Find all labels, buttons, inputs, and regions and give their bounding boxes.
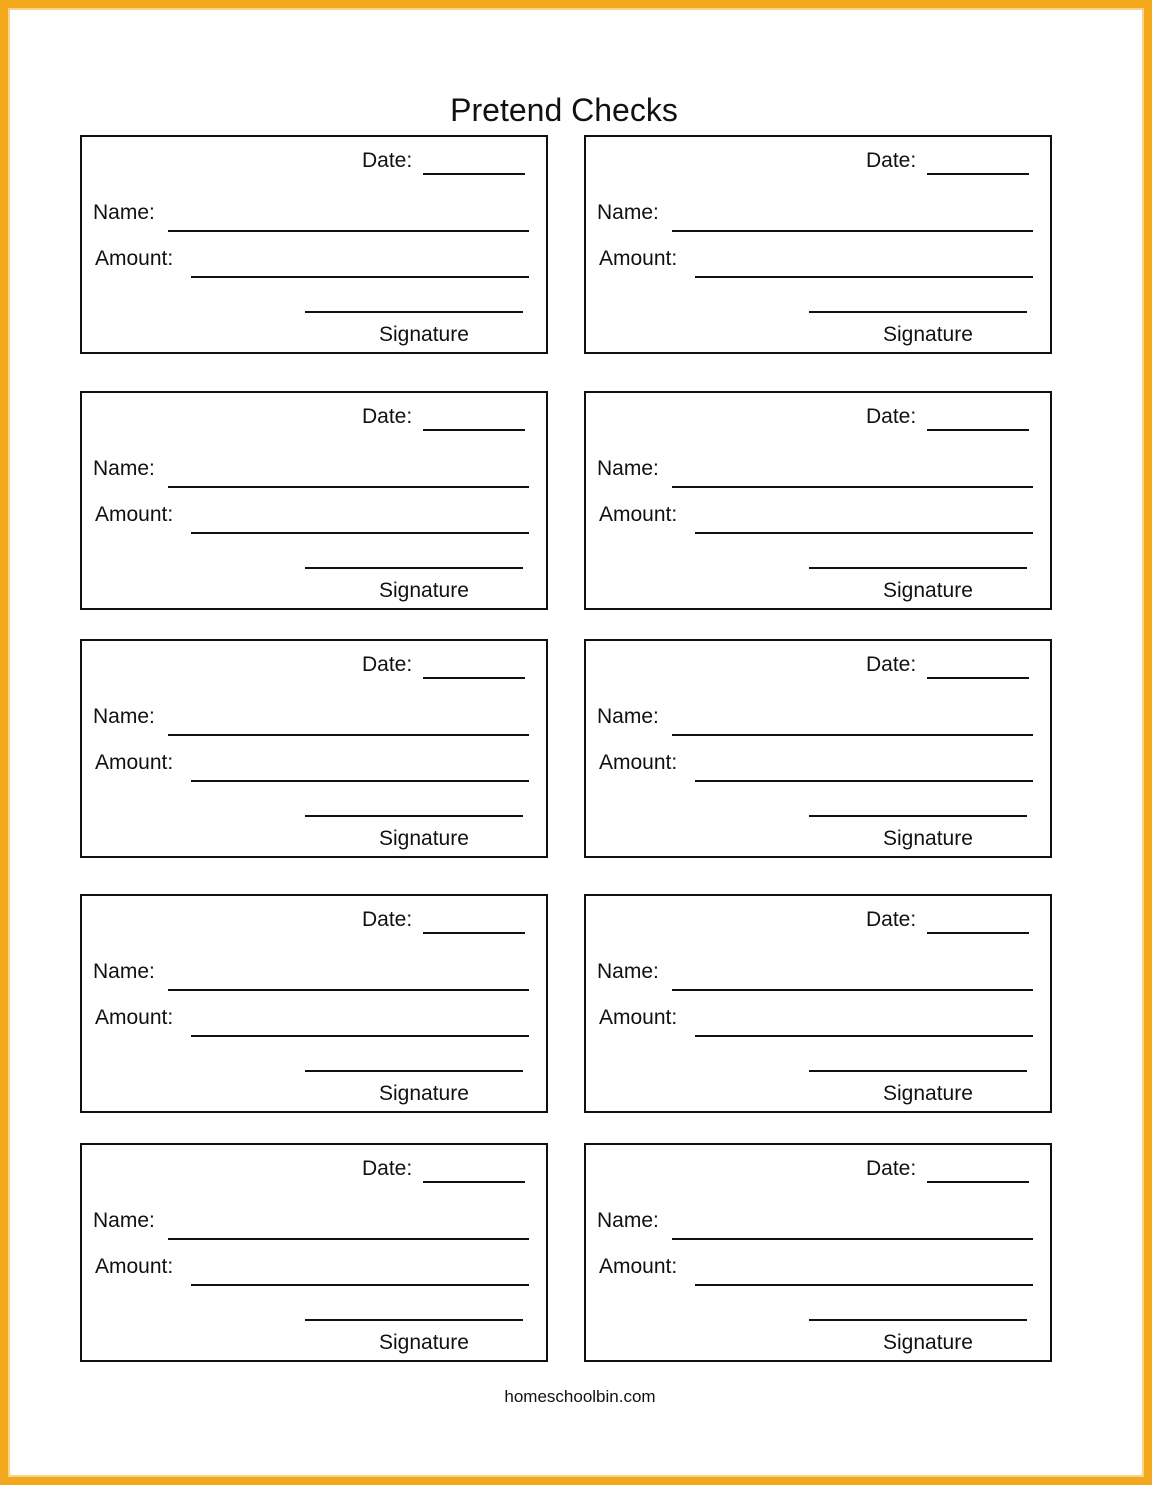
signature-label: Signature xyxy=(883,579,973,602)
signature-line[interactable] xyxy=(809,311,1027,313)
signature-line[interactable] xyxy=(305,311,523,313)
check-card-3 xyxy=(80,391,548,610)
name-label: Name: xyxy=(597,1209,659,1232)
name-line[interactable] xyxy=(168,1238,529,1240)
amount-line[interactable] xyxy=(191,780,529,782)
amount-line[interactable] xyxy=(695,276,1033,278)
amount-label: Amount: xyxy=(95,247,174,270)
check-card-6 xyxy=(584,639,1052,858)
check-card-10 xyxy=(584,1143,1052,1362)
signature-line[interactable] xyxy=(809,815,1027,817)
name-label: Name: xyxy=(597,705,659,728)
date-line[interactable] xyxy=(423,932,525,934)
amount-line[interactable] xyxy=(191,1284,529,1286)
signature-label: Signature xyxy=(379,579,469,602)
check-card-8 xyxy=(584,894,1052,1113)
check-card-4 xyxy=(584,391,1052,610)
date-label: Date: xyxy=(866,405,917,428)
amount-line[interactable] xyxy=(695,1284,1033,1286)
date-line[interactable] xyxy=(423,1181,525,1183)
signature-label: Signature xyxy=(379,323,469,346)
signature-label: Signature xyxy=(883,1082,973,1105)
signature-label: Signature xyxy=(379,1331,469,1354)
check-card-5 xyxy=(80,639,548,858)
date-label: Date: xyxy=(866,1157,917,1180)
date-line[interactable] xyxy=(927,429,1029,431)
amount-label: Amount: xyxy=(599,503,678,526)
name-line[interactable] xyxy=(672,1238,1033,1240)
name-line[interactable] xyxy=(168,989,529,991)
name-label: Name: xyxy=(597,457,659,480)
signature-line[interactable] xyxy=(305,567,523,569)
name-line[interactable] xyxy=(672,486,1033,488)
date-line[interactable] xyxy=(423,677,525,679)
amount-line[interactable] xyxy=(695,1035,1033,1037)
footer-url: homeschoolbin.com xyxy=(504,1387,656,1406)
date-label: Date: xyxy=(362,1157,413,1180)
name-line[interactable] xyxy=(672,989,1033,991)
signature-line[interactable] xyxy=(305,1319,523,1321)
signature-label: Signature xyxy=(379,1082,469,1105)
name-line[interactable] xyxy=(168,486,529,488)
date-line[interactable] xyxy=(927,1181,1029,1183)
date-line[interactable] xyxy=(927,677,1029,679)
check-card-7 xyxy=(80,894,548,1113)
date-line[interactable] xyxy=(423,429,525,431)
amount-line[interactable] xyxy=(191,276,529,278)
date-label: Date: xyxy=(866,908,917,931)
amount-label: Amount: xyxy=(599,247,678,270)
name-label: Name: xyxy=(93,457,155,480)
name-line[interactable] xyxy=(168,230,529,232)
amount-label: Amount: xyxy=(599,1255,678,1278)
signature-label: Signature xyxy=(883,1331,973,1354)
amount-line[interactable] xyxy=(191,1035,529,1037)
signature-line[interactable] xyxy=(305,815,523,817)
signature-label: Signature xyxy=(379,827,469,850)
check-card-2 xyxy=(584,135,1052,354)
date-label: Date: xyxy=(362,908,413,931)
date-label: Date: xyxy=(362,405,413,428)
amount-line[interactable] xyxy=(191,532,529,534)
amount-label: Amount: xyxy=(599,751,678,774)
signature-label: Signature xyxy=(883,323,973,346)
amount-label: Amount: xyxy=(95,503,174,526)
check-card-9 xyxy=(80,1143,548,1362)
signature-line[interactable] xyxy=(809,1070,1027,1072)
amount-label: Amount: xyxy=(95,1006,174,1029)
date-label: Date: xyxy=(866,653,917,676)
name-label: Name: xyxy=(597,960,659,983)
date-line[interactable] xyxy=(927,932,1029,934)
amount-label: Amount: xyxy=(599,1006,678,1029)
name-label: Name: xyxy=(93,705,155,728)
amount-label: Amount: xyxy=(95,751,174,774)
name-line[interactable] xyxy=(672,230,1033,232)
date-line[interactable] xyxy=(423,173,525,175)
name-label: Name: xyxy=(597,201,659,224)
date-label: Date: xyxy=(362,653,413,676)
signature-label: Signature xyxy=(883,827,973,850)
date-label: Date: xyxy=(866,149,917,172)
name-label: Name: xyxy=(93,1209,155,1232)
amount-line[interactable] xyxy=(695,780,1033,782)
amount-label: Amount: xyxy=(95,1255,174,1278)
date-label: Date: xyxy=(362,149,413,172)
signature-line[interactable] xyxy=(809,567,1027,569)
amount-line[interactable] xyxy=(695,532,1033,534)
page-title: Pretend Checks xyxy=(450,92,678,128)
signature-line[interactable] xyxy=(305,1070,523,1072)
name-label: Name: xyxy=(93,960,155,983)
date-line[interactable] xyxy=(927,173,1029,175)
signature-line[interactable] xyxy=(809,1319,1027,1321)
name-line[interactable] xyxy=(672,734,1033,736)
check-card-1 xyxy=(80,135,548,354)
name-label: Name: xyxy=(93,201,155,224)
name-line[interactable] xyxy=(168,734,529,736)
